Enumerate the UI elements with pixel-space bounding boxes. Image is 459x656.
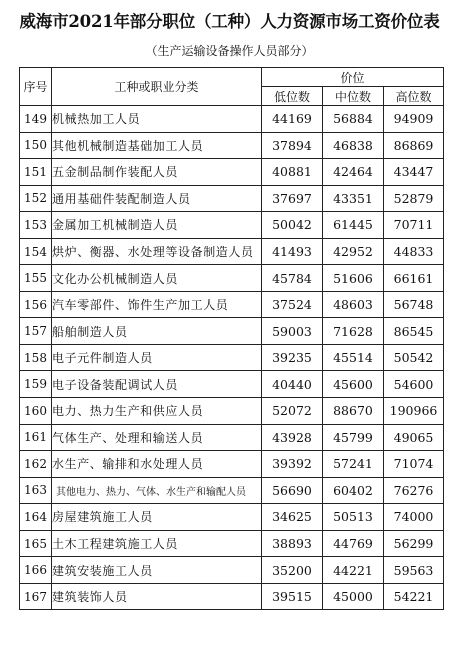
row-low-cell: 39392 xyxy=(262,451,323,478)
row-mid-cell: 42952 xyxy=(323,238,384,265)
row-mid-cell: 51606 xyxy=(323,265,384,292)
row-category-cell: 建筑装饰人员 xyxy=(52,583,262,610)
table-row xyxy=(20,504,444,531)
row-category-cell: 房屋建筑施工人员 xyxy=(52,504,262,531)
row-high-cell: 50542 xyxy=(384,344,444,371)
row-mid-cell: 56884 xyxy=(323,106,384,133)
header-seq: 序号 xyxy=(20,68,52,106)
row-seq-cell: 166 xyxy=(20,557,52,584)
row-high-cell: 43447 xyxy=(384,159,444,186)
row-mid-cell: 43351 xyxy=(323,185,384,212)
row-low-cell: 41493 xyxy=(262,238,323,265)
header-mid: 中位数 xyxy=(323,87,384,106)
row-category-cell: 水生产、输排和水处理人员 xyxy=(52,451,262,478)
table-row xyxy=(20,212,444,239)
row-low-cell: 38893 xyxy=(262,530,323,557)
row-seq-cell: 156 xyxy=(20,291,52,318)
row-category-cell: 其他电力、热力、气体、水生产和输配人员 xyxy=(52,477,262,504)
row-seq-cell: 150 xyxy=(20,132,52,159)
row-seq-cell: 162 xyxy=(20,451,52,478)
row-category-cell: 其他机械制造基础加工人员 xyxy=(52,132,262,159)
row-mid-cell: 45600 xyxy=(323,371,384,398)
row-category-cell: 电子设备装配调试人员 xyxy=(52,371,262,398)
row-mid-cell: 46838 xyxy=(323,132,384,159)
row-high-cell: 74000 xyxy=(384,504,444,531)
row-high-cell: 190966 xyxy=(384,398,444,425)
row-seq-cell: 152 xyxy=(20,185,52,212)
table-row xyxy=(20,583,444,610)
row-seq-cell: 160 xyxy=(20,398,52,425)
row-seq-cell: 163 xyxy=(20,477,52,504)
table-row xyxy=(20,344,444,371)
row-low-cell: 59003 xyxy=(262,318,323,345)
row-seq-cell: 167 xyxy=(20,583,52,610)
page-subtitle: （生产运输设备操作人员部分） xyxy=(145,44,314,58)
row-category-cell: 气体生产、处理和输送人员 xyxy=(52,424,262,451)
row-high-cell: 56748 xyxy=(384,291,444,318)
row-low-cell: 35200 xyxy=(262,557,323,584)
row-high-cell: 70711 xyxy=(384,212,444,239)
row-low-cell: 56690 xyxy=(262,477,323,504)
table-row xyxy=(20,530,444,557)
row-low-cell: 39235 xyxy=(262,344,323,371)
row-seq-cell: 159 xyxy=(20,371,52,398)
row-low-cell: 50042 xyxy=(262,212,323,239)
row-low-cell: 37524 xyxy=(262,291,323,318)
row-mid-cell: 60402 xyxy=(323,477,384,504)
row-mid-cell: 48603 xyxy=(323,291,384,318)
table-row xyxy=(20,451,444,478)
row-category-cell: 电力、热力生产和供应人员 xyxy=(52,398,262,425)
row-low-cell: 52072 xyxy=(262,398,323,425)
table-row xyxy=(20,424,444,451)
row-mid-cell: 45000 xyxy=(323,583,384,610)
table-row xyxy=(20,291,444,318)
row-seq-cell: 149 xyxy=(20,106,52,133)
row-category-cell: 船舶制造人员 xyxy=(52,318,262,345)
row-category-cell: 土木工程建筑施工人员 xyxy=(52,530,262,557)
row-mid-cell: 45514 xyxy=(323,344,384,371)
row-low-cell: 40440 xyxy=(262,371,323,398)
table-row xyxy=(20,371,444,398)
row-seq-cell: 153 xyxy=(20,212,52,239)
row-high-cell: 86869 xyxy=(384,132,444,159)
row-category-cell: 汽车零部件、饰件生产加工人员 xyxy=(52,291,262,318)
row-high-cell: 44833 xyxy=(384,238,444,265)
header-category: 工种或职业分类 xyxy=(52,68,262,106)
row-seq-cell: 165 xyxy=(20,530,52,557)
row-category-cell: 金属加工机械制造人员 xyxy=(52,212,262,239)
row-category-cell: 机械热加工人员 xyxy=(52,106,262,133)
table-row xyxy=(20,238,444,265)
row-seq-cell: 164 xyxy=(20,504,52,531)
row-high-cell: 76276 xyxy=(384,477,444,504)
row-seq-cell: 151 xyxy=(20,159,52,186)
row-low-cell: 43928 xyxy=(262,424,323,451)
row-category-cell: 五金制品制作装配人员 xyxy=(52,159,262,186)
row-low-cell: 45784 xyxy=(262,265,323,292)
row-low-cell: 34625 xyxy=(262,504,323,531)
table-row xyxy=(20,398,444,425)
table-row xyxy=(20,318,444,345)
row-category-cell: 电子元件制造人员 xyxy=(52,344,262,371)
page-title: 威海市2021年部分职位（工种）人力资源市场工资价位表 xyxy=(19,12,440,31)
row-low-cell: 39515 xyxy=(262,583,323,610)
row-seq-cell: 161 xyxy=(20,424,52,451)
row-mid-cell: 44769 xyxy=(323,530,384,557)
row-seq-cell: 155 xyxy=(20,265,52,292)
row-high-cell: 52879 xyxy=(384,185,444,212)
row-mid-cell: 71628 xyxy=(323,318,384,345)
row-low-cell: 37697 xyxy=(262,185,323,212)
row-seq-cell: 154 xyxy=(20,238,52,265)
row-high-cell: 56299 xyxy=(384,530,444,557)
table-row xyxy=(20,159,444,186)
row-seq-cell: 157 xyxy=(20,318,52,345)
row-high-cell: 54600 xyxy=(384,371,444,398)
table-row xyxy=(20,132,444,159)
row-category-cell: 通用基础件装配制造人员 xyxy=(52,185,262,212)
row-mid-cell: 50513 xyxy=(323,504,384,531)
row-mid-cell: 61445 xyxy=(323,212,384,239)
row-mid-cell: 88670 xyxy=(323,398,384,425)
row-high-cell: 71074 xyxy=(384,451,444,478)
row-high-cell: 54221 xyxy=(384,583,444,610)
row-category-cell: 文化办公机械制造人员 xyxy=(52,265,262,292)
row-low-cell: 37894 xyxy=(262,132,323,159)
row-high-cell: 49065 xyxy=(384,424,444,451)
header-price: 价位 xyxy=(262,68,444,87)
row-high-cell: 59563 xyxy=(384,557,444,584)
row-high-cell: 94909 xyxy=(384,106,444,133)
row-category-cell: 建筑安装施工人员 xyxy=(52,557,262,584)
table-row xyxy=(20,557,444,584)
row-high-cell: 66161 xyxy=(384,265,444,292)
table-row xyxy=(20,106,444,133)
row-mid-cell: 57241 xyxy=(323,451,384,478)
row-seq-cell: 158 xyxy=(20,344,52,371)
row-category-cell: 烘炉、衡器、水处理等设备制造人员 xyxy=(52,238,262,265)
row-low-cell: 40881 xyxy=(262,159,323,186)
table-row xyxy=(20,265,444,292)
row-mid-cell: 44221 xyxy=(323,557,384,584)
row-high-cell: 86545 xyxy=(384,318,444,345)
row-low-cell: 44169 xyxy=(262,106,323,133)
header-high: 高位数 xyxy=(384,87,444,106)
row-mid-cell: 45799 xyxy=(323,424,384,451)
table-row xyxy=(20,477,444,504)
header-low: 低位数 xyxy=(262,87,323,106)
row-mid-cell: 42464 xyxy=(323,159,384,186)
table-row xyxy=(20,185,444,212)
wage-table xyxy=(19,67,444,610)
